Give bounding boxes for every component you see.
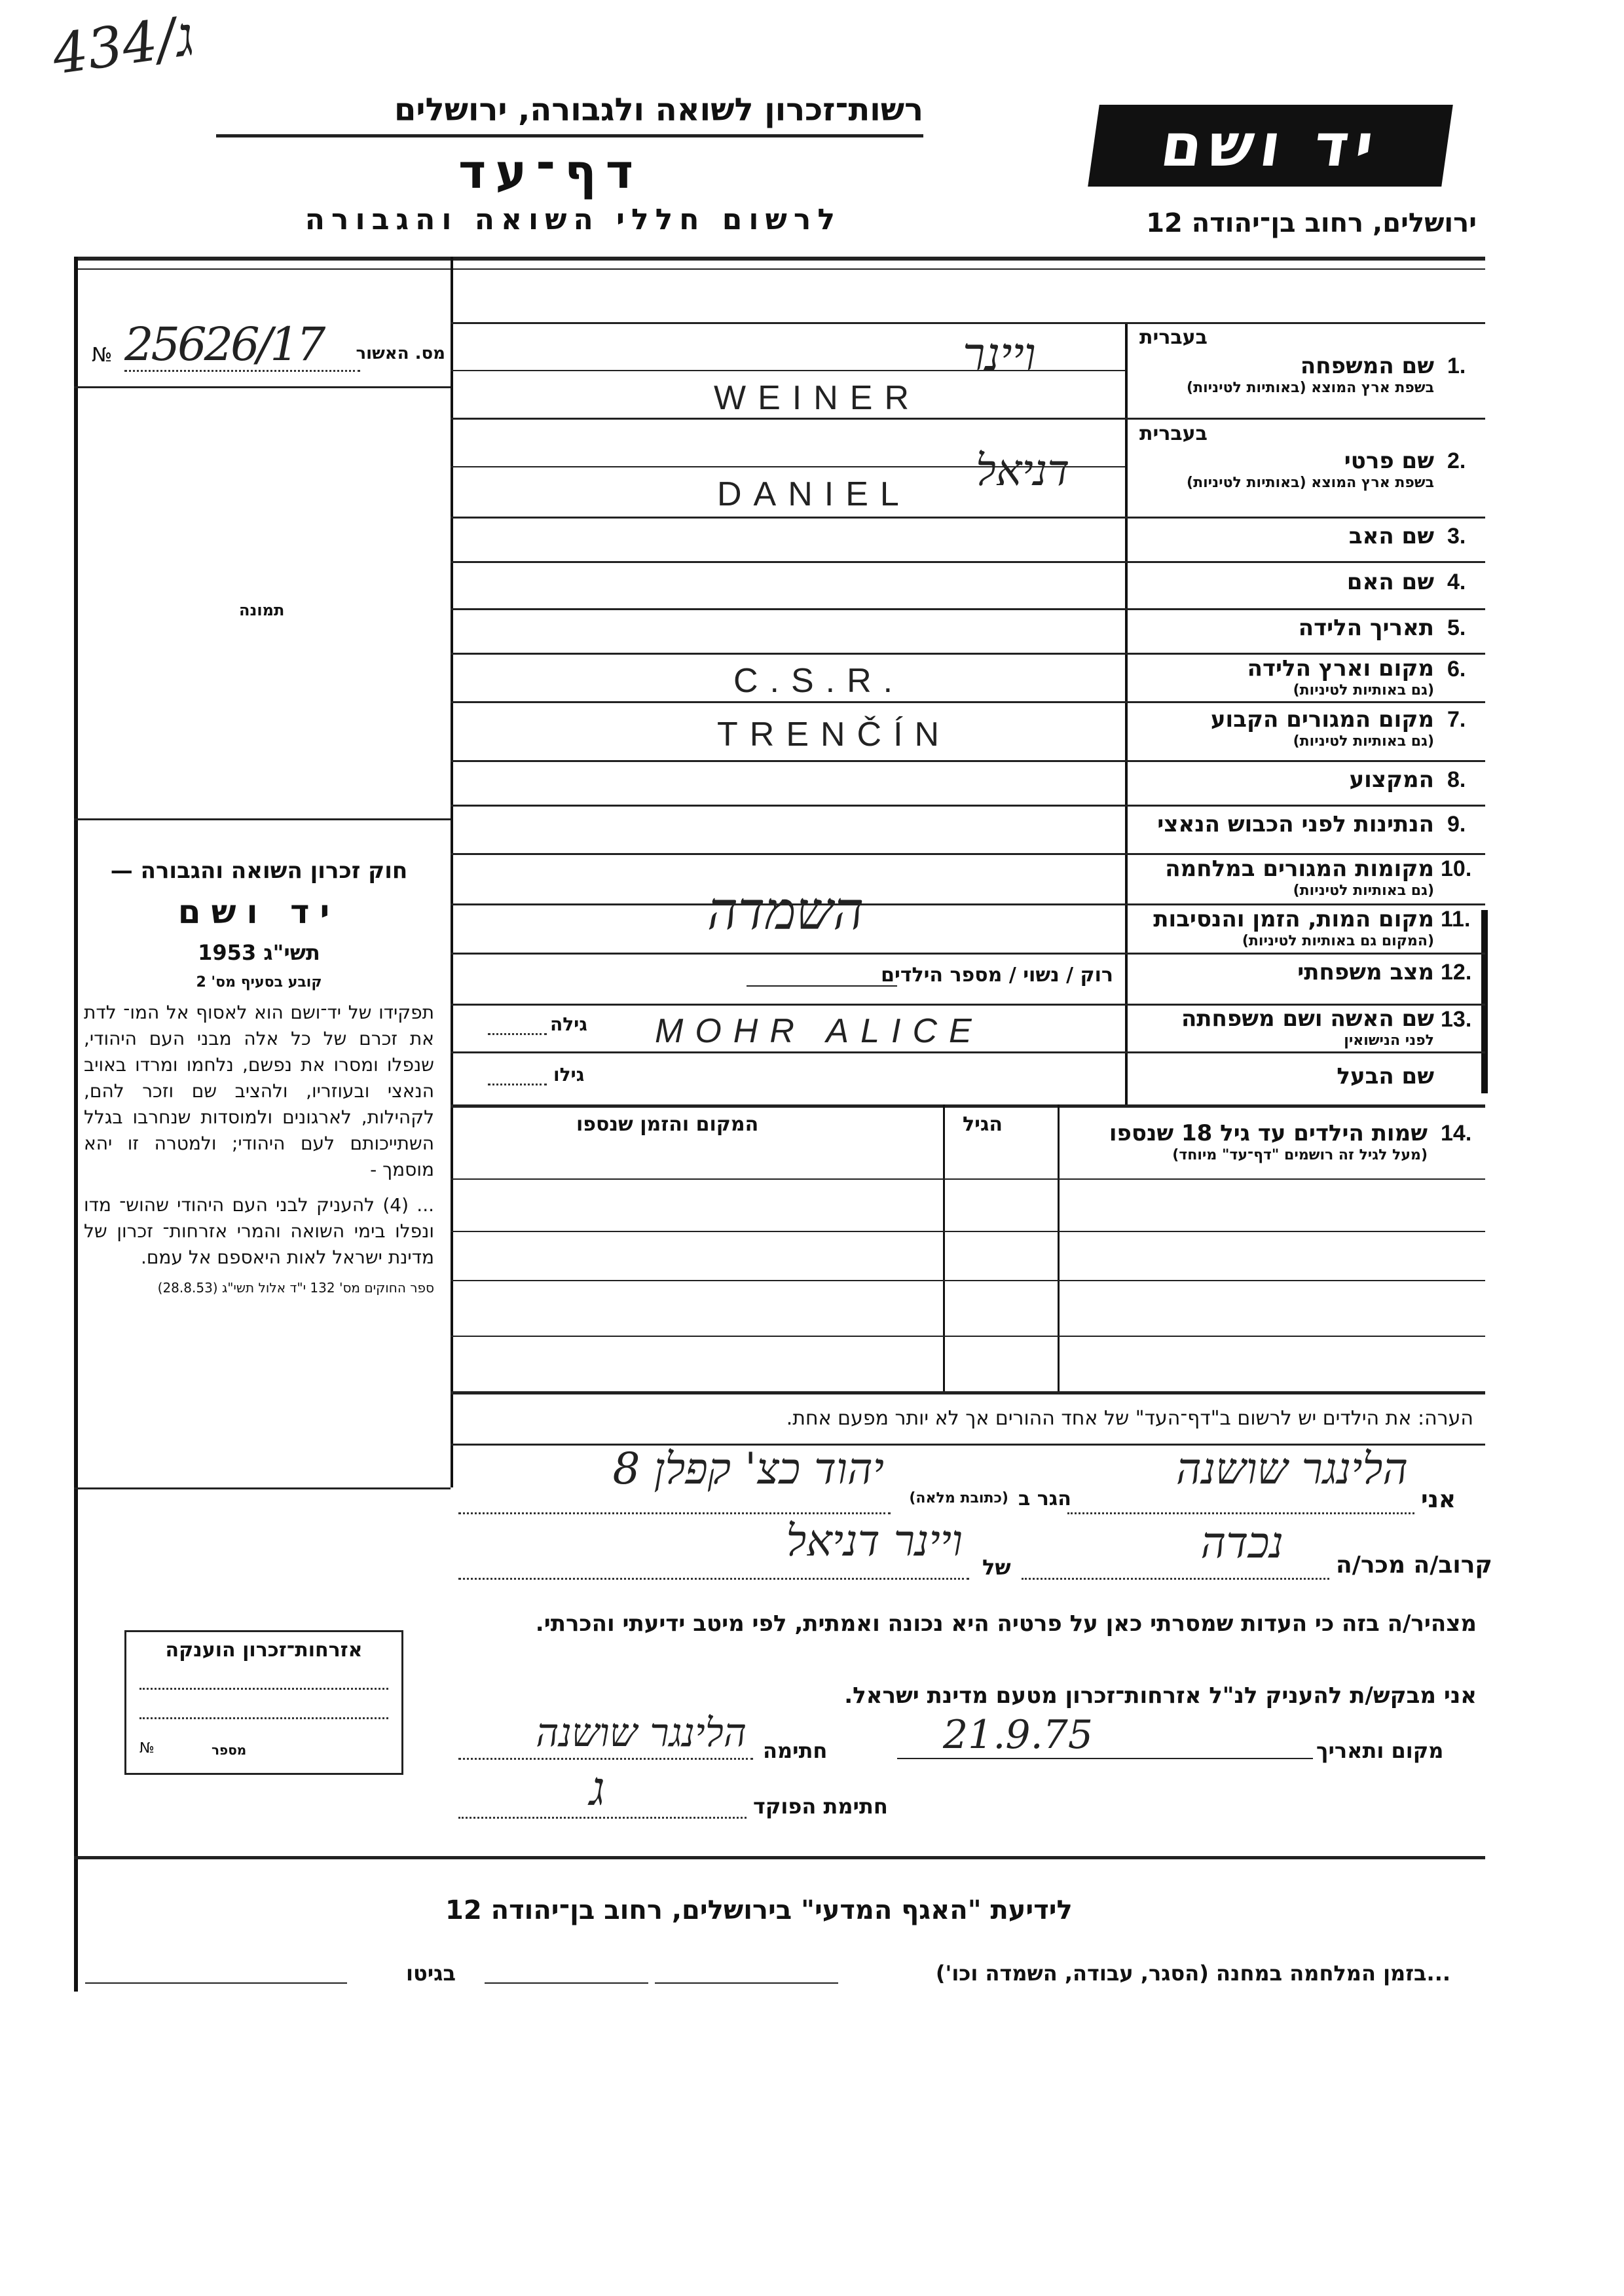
statement: מצהיר/ה בזה כי העדות שמסרתי כאן על פרטיה היא נכונה ואמתית, לפי מיטב ידיעתי והכרתי. (535, 1611, 1477, 1637)
certificate-line (139, 1717, 388, 1719)
row-line (451, 760, 1485, 762)
row-line (451, 418, 1485, 420)
children-row[interactable] (451, 1336, 1485, 1337)
label-sub: (גם באותיות לטיניות) (1293, 733, 1434, 750)
field-label-wife (1181, 1006, 1434, 1049)
children-col-divider (1058, 1104, 1060, 1393)
law-paragraph-1: תפקידו של יד־ושם הוא לאסוף אל המו־ לדת את זכרם של כל אלה מבני העם היהודי, שנפלו ומסרו את נפשם, נלחמו ומרדו באויב הנאצי ובעוזריו, ולהציב שם וזכר להם, לקהילות, לארגונים ולמוסדות שנחרבו בגלל השתייכותם לעם היהודי; ולמטרה זו יהא מוסמך - (84, 1002, 434, 1180)
field-label-marital (1297, 960, 1434, 985)
label-sub: (גם באותיות לטיניות) (1293, 883, 1434, 899)
frame-top-inner (74, 268, 1485, 270)
declarant-name[interactable]: הלינגר שושנה (1176, 1444, 1408, 1494)
children-note: הערה: את הילדים יש לרשום ב"דף־העד" של אחד ההורים אך לא יותר מפעם אחת. (786, 1407, 1473, 1430)
field-num: 14. (1441, 1121, 1472, 1146)
form-subtitle: לרשום חללי השואה והגבורה (304, 203, 841, 236)
citizenship-request: אני מבקש/ת להעניק לנ"ל אזרחות־זכרון מטעם מדינת ישראל. (844, 1683, 1477, 1709)
relation-value[interactable]: נכדה (1200, 1518, 1283, 1568)
address: ירושלים, רחוב בן־יהודה 12 (1146, 208, 1477, 238)
camp-line-blank (655, 1982, 838, 1984)
deceased-name[interactable]: ויינר דניאל (786, 1516, 963, 1566)
label-sub: (מעל לגיל זה רושמים "דף־עד" מיוחד) (1172, 1147, 1428, 1163)
approval-divider (74, 386, 451, 388)
field-num: 2. (1447, 448, 1466, 473)
label-text: מקום המות, הזמן והנסיבות (1153, 906, 1434, 932)
field-num: 5. (1447, 615, 1466, 640)
yad-vashem-logo (1088, 105, 1453, 187)
field-num: 6. (1447, 657, 1466, 682)
field-label-children (1109, 1121, 1428, 1164)
children-row[interactable] (451, 1391, 1485, 1394)
row-line (451, 1051, 1485, 1053)
field-label-family-name (1187, 354, 1434, 397)
approval-line (124, 370, 360, 372)
field-label-death (1153, 907, 1434, 950)
label-text: המקצוע (1349, 767, 1434, 793)
label-sub: בשפת ארץ המוצא (באותיות לטיניות) (1187, 380, 1434, 396)
hebrew-hint-2: בעברית (1139, 422, 1208, 445)
field-label-wartime-residence (1165, 856, 1434, 900)
label-sub: (המקום גם באותיות לטיניות) (1242, 933, 1434, 949)
field-num: 11. (1441, 907, 1471, 932)
certificate-no-sign: № (139, 1740, 155, 1757)
margin-bar (1481, 910, 1488, 1093)
label-sub: לפני הנישואין (1344, 1032, 1434, 1049)
ghetto-line (485, 1982, 648, 1984)
children-col-divider (943, 1104, 945, 1393)
label-text: תאריך הלידה (1298, 615, 1434, 641)
footer-info: לידיעת "האגף המדעי" בירושלים, רחוב בן־יהודה 12 (445, 1895, 1073, 1925)
law-section: קובע בסעיף מס' 2 (196, 974, 322, 991)
row-line (451, 903, 1485, 905)
field-label-profession (1349, 767, 1434, 792)
label-text: שם המשפחה (1300, 353, 1434, 379)
declarant-line (1067, 1512, 1414, 1514)
declarant-address[interactable]: יהוד כצ' קפלן 8 (612, 1444, 884, 1494)
label-text: שם האב (1348, 523, 1434, 549)
children-row[interactable] (451, 1280, 1485, 1281)
field-label-birth-place (1247, 656, 1434, 699)
frame-left (74, 257, 78, 1992)
first-name-value[interactable]: DANIEL (717, 475, 911, 513)
field-label-nationality (1157, 812, 1434, 837)
hebrew-hint-1: בעברית (1139, 326, 1208, 349)
law-name: יד ושם (177, 893, 341, 931)
photo-label: תמונה (239, 601, 285, 619)
law-title: חוק זכרון השואה והגבורה — (110, 858, 408, 884)
certificate-number-label: מספר (212, 1742, 247, 1758)
label-text: מקומות המגורים במלחמה (1165, 856, 1434, 882)
law-paragraph-2: ... (4) להעניק לבני העם היהודי שהוש־ מדו ונפלו בימי השואה והמרי אזרחות־ זכרון של מדינת ישראל לאות היאספם אל עמם. (84, 1194, 435, 1268)
row-line (451, 701, 1485, 703)
signature-value[interactable]: הלינגר שושנה (536, 1710, 747, 1756)
law-year: תשי"ג 1953 (198, 940, 320, 965)
ghetto-line-2 (85, 1982, 347, 1984)
family-name-hebrew[interactable]: ויינר (963, 327, 1036, 381)
section-divider (74, 1856, 1485, 1859)
field-num: 1. (1447, 354, 1466, 378)
label-text: מקום וארץ הלידה (1247, 655, 1434, 682)
children-place-header: המקום והזמן שנספו (576, 1113, 759, 1136)
relation-line (1022, 1578, 1329, 1580)
field-num: 3. (1447, 524, 1466, 549)
field-label-father (1349, 524, 1434, 549)
place-date-label: מקום ותאריך (1316, 1738, 1444, 1763)
lives-label: הגר ב (1018, 1487, 1071, 1510)
header-underline (216, 134, 923, 137)
left-column-divider (451, 257, 453, 1487)
camp-line: ...בזמן המלחמה במחנה (הסגר, עבודה, השמדה וכו') (935, 1961, 1450, 1986)
archive-number: 434/ג (48, 3, 198, 87)
wife-age-label: גילה (550, 1013, 587, 1035)
row-line (451, 653, 1485, 655)
law-source: ספר החוקים מס' 132 י"ד אלול תשי"ג (28.8.53) (157, 1280, 434, 1296)
label-text: שמות הילדים עד גיל 18 שנספו (1109, 1120, 1428, 1146)
row-line (451, 561, 1485, 563)
label-sub: בשפת ארץ המוצא (באותיות לטיניות) (1187, 475, 1434, 491)
row-line (451, 517, 1485, 519)
first-name-hebrew[interactable]: דניאל (976, 445, 1070, 496)
children-age-header: הגיל (963, 1113, 1003, 1136)
birth-place-value[interactable]: C.S.R. (733, 662, 905, 700)
family-name-value[interactable]: WEINER (714, 379, 921, 417)
label-text: שם האם (1346, 569, 1434, 595)
signature-line (458, 1758, 753, 1760)
law-divider (74, 1487, 451, 1489)
children-row[interactable] (451, 1231, 1485, 1232)
label-text: מצב משפחתי (1297, 959, 1434, 985)
field-num: 4. (1447, 570, 1466, 594)
date-value[interactable]: 21.9.75 (943, 1712, 1094, 1758)
row-line (451, 805, 1485, 807)
row-line (451, 322, 1485, 324)
row-line (451, 853, 1485, 855)
officer-signature[interactable]: ג (589, 1761, 605, 1816)
frame-top (74, 257, 1485, 261)
husband-age-label: גילו (553, 1064, 585, 1085)
field-num: 13. (1441, 1007, 1472, 1032)
of-label: של (982, 1555, 1011, 1580)
wife-name-value[interactable]: MOHR ALICE (655, 1012, 984, 1050)
field-label-birth-date (1299, 615, 1434, 640)
marital-options: רוק / נשוי / מספר הילדים (881, 964, 1113, 987)
row-line (451, 1104, 1485, 1108)
field-num: 9. (1447, 812, 1466, 837)
relative-label: קרוב/ה מכר/ה (1336, 1552, 1492, 1578)
residence-value[interactable]: TRENČÍN (717, 716, 951, 754)
photo-divider (74, 818, 451, 820)
field-num: 7. (1447, 707, 1466, 732)
certificate-line (139, 1688, 388, 1690)
death-circumstances-value[interactable]: השמדה (707, 881, 864, 941)
approval-number: 25626/17 (124, 318, 323, 371)
signature-label: חתימה (763, 1738, 828, 1763)
row-line (451, 608, 1485, 610)
wife-age-line (488, 1033, 547, 1035)
authority-name: רשות־זכרון לשואה ולגבורה, ירושלים (394, 92, 923, 128)
field-label-first-name (1187, 448, 1434, 492)
children-count-line (747, 985, 897, 987)
field-num: 12. (1441, 960, 1472, 985)
form-title: דף־עד (458, 144, 643, 199)
address-hint: (כתובת מלאה) (909, 1490, 1008, 1506)
law-block (84, 858, 434, 1305)
label-column-divider (1125, 322, 1128, 1104)
field-num: 10. (1441, 856, 1472, 881)
field-label-residence (1211, 707, 1434, 750)
place-date-line (897, 1758, 1313, 1759)
label-text: שם האשה ושם משפחתה (1181, 1006, 1434, 1032)
no-sign: № (92, 344, 113, 367)
logo-text: יד ושם (1156, 111, 1384, 180)
ghetto-label: בגיטו (406, 1961, 456, 1986)
label-text: שם הבעל (1337, 1063, 1434, 1089)
i-label: אני (1421, 1486, 1456, 1513)
field-num: 8. (1447, 767, 1466, 792)
approval-label: מס. האשור (356, 344, 445, 363)
certificate-box (124, 1630, 403, 1775)
children-row[interactable] (451, 1178, 1485, 1180)
officer-signature-label: חתימת הפוקד (753, 1794, 888, 1819)
label-text: שם פרטי (1344, 448, 1434, 474)
label-text: מקום המגורים הקבוע (1210, 706, 1434, 733)
field-label-husband (1337, 1064, 1434, 1089)
certificate-title: אזרחות־זכרון הוענקה (165, 1639, 363, 1662)
label-sub: (גם באותיות לטיניות) (1293, 682, 1434, 699)
husband-age-line (488, 1084, 547, 1085)
address-line (458, 1512, 891, 1514)
label-text: הנתינות לפני הכבוש הנאצי (1157, 811, 1434, 837)
row-line (451, 953, 1485, 955)
officer-signature-line (458, 1817, 747, 1819)
of-line (458, 1578, 969, 1580)
field-label-mother (1347, 570, 1434, 594)
